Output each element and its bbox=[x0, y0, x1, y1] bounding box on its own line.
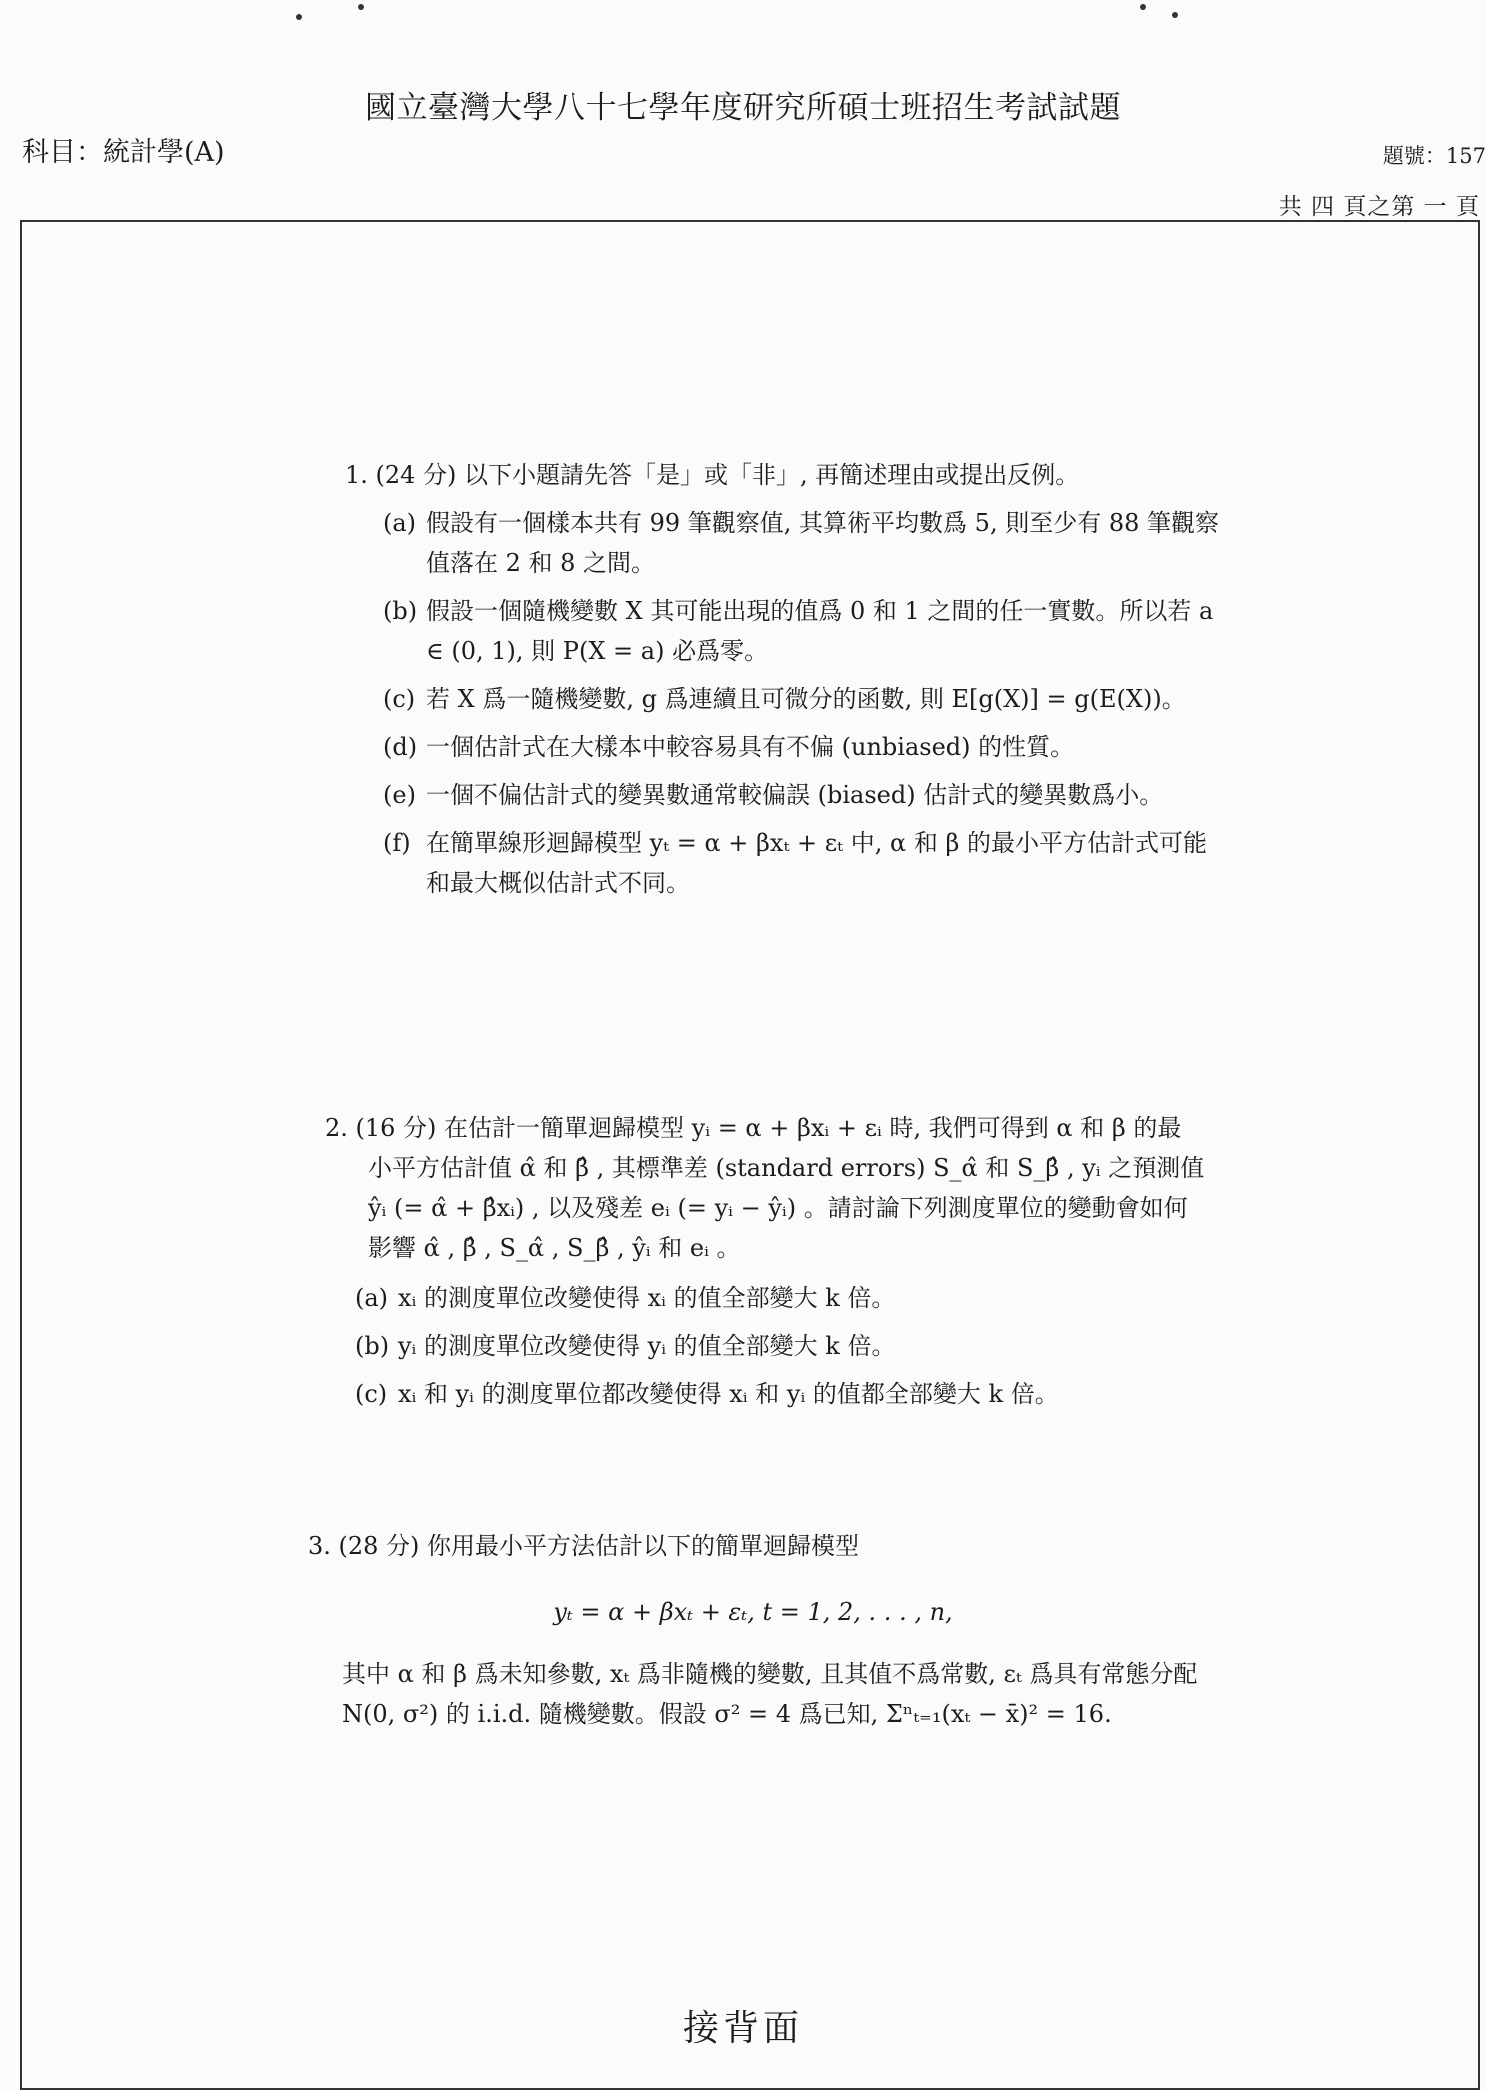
q1-item-f: (f) 在簡單線形迴歸模型 yₜ = α + βxₜ + εₜ 中, α 和 β 的最小平方估計式可能和最大概似估計式不同。 bbox=[383, 829, 1207, 897]
question-3-body: 其中 α 和 β 爲未知參數, xₜ 爲非隨機的變數, 且其值不爲常數, εₜ 爲具有常態分配 N(0, σ²) 的 i.i.d. 隨機變數。假設 σ² = 4 爲已知, Σⁿₜ₌₁(xₜ − x̄)² = 16. bbox=[342, 1660, 1198, 1728]
scan-speck bbox=[296, 14, 302, 20]
scan-speck bbox=[1140, 4, 1146, 10]
scan-speck bbox=[358, 4, 364, 10]
q1-item-d: (d) 一個估計式在大樣本中較容易具有不偏 (unbiased) 的性質。 bbox=[383, 733, 1075, 761]
regression-equation: yₜ = α + βxₜ + εₜ, t = 1, 2, . . . , n, bbox=[553, 1598, 953, 1626]
q1-item-c: (c) 若 X 爲一隨機變數, g 爲連續且可微分的函數, 則 E[g(X)] = g(E(X))。 bbox=[383, 685, 1186, 713]
q2-item-c: (c) xᵢ 和 yᵢ 的測度單位都改變使得 xᵢ 和 yᵢ 的值都全部變大 k 倍。 bbox=[355, 1380, 1059, 1408]
subject-label: 科目：統計學(A) bbox=[22, 137, 225, 168]
question-1-head: 1. (24 分) 以下小題請先答「是」或「非」, 再簡述理由或提出反例。 bbox=[345, 461, 1080, 489]
question-1 bbox=[345, 455, 1225, 903]
q1-item-a: (a) 假設有一個樣本共有 99 筆觀察值, 其算術平均數爲 5, 則至少有 88 筆觀察值落在 2 和 8 之間。 bbox=[383, 509, 1220, 577]
page-info: 共 四 頁之第 一 頁 bbox=[1278, 194, 1480, 220]
question-2-head: 2. (16 分) 在估計一簡單迴歸模型 yᵢ = α + βxᵢ + εᵢ 時, 我們可得到 α 和 β 的最小平方估計值 α̂ 和 β̂ , 其標準差 (standard errors) S_α̂ 和 S_β̂ , yᵢ 之預測值 ŷᵢ (= α̂ + β̂xᵢ) , 以及殘差 eᵢ (= yᵢ − ŷᵢ) 。請討論下列測度單位的變動會如何影響 α̂ , β̂ , S_α̂ , S_β̂ , ŷᵢ 和 eᵢ 。 bbox=[325, 1114, 1205, 1262]
q2-item-b: (b) yᵢ 的測度單位改變使得 yᵢ 的值全部變大 k 倍。 bbox=[355, 1332, 896, 1360]
scan-speck bbox=[1172, 12, 1178, 18]
question-2 bbox=[325, 1108, 1205, 1414]
continue-on-back: 接背面 bbox=[682, 2008, 803, 2049]
question-number: 題號：157 bbox=[1382, 144, 1486, 168]
q2-item-a: (a) xᵢ 的測度單位改變使得 xᵢ 的值全部變大 k 倍。 bbox=[355, 1284, 896, 1312]
q1-item-e: (e) 一個不偏估計式的變異數通常較偏誤 (biased) 估計式的變異數爲小。 bbox=[383, 781, 1164, 809]
question-3 bbox=[308, 1526, 1198, 1734]
exam-title: 國立臺灣大學八十七學年度研究所碩士班招生考試試題 bbox=[365, 90, 1121, 126]
question-3-head: 3. (28 分) 你用最小平方法估計以下的簡單迴歸模型 bbox=[308, 1532, 860, 1560]
q1-item-b: (b) 假設一個隨機變數 X 其可能出現的值爲 0 和 1 之間的任一實數。所以若 a ∈ (0, 1), 則 P(X = a) 必爲零。 bbox=[383, 597, 1214, 665]
